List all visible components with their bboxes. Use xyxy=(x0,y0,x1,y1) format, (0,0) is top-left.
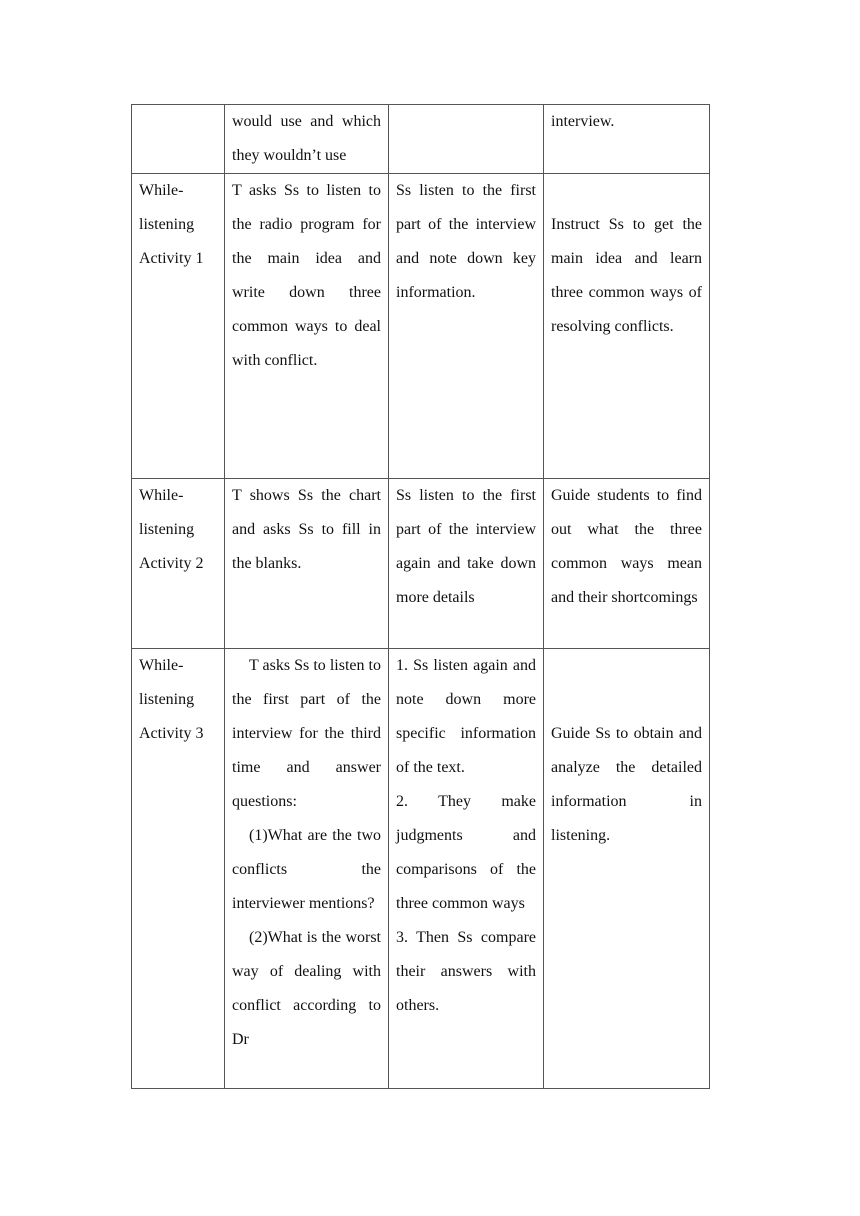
purpose-cell: Guide Ss to obtain and analyze the detailed information in listening. xyxy=(544,649,710,1089)
stage-cell: While-listening Activity 1 xyxy=(132,174,225,479)
lesson-plan-table xyxy=(131,104,710,1089)
teacher-activity-cell: T shows Ss the chart and asks Ss to fill in the blanks. xyxy=(225,479,389,649)
student-activity-cell: Ss listen to the first part of the interview and note down key information. xyxy=(389,174,544,479)
table-row xyxy=(132,479,710,649)
student-activity-cell: 1. Ss listen again and note down more specific information of the text. 2. They make judgments and comparisons of the three common ways 3. Then Ss compare their answers with others. xyxy=(389,649,544,1089)
table-row xyxy=(132,174,710,479)
purpose-cell: Guide students to find out what the three common ways mean and their shortcomings xyxy=(544,479,710,649)
table-row xyxy=(132,649,710,1089)
teacher-activity-cell: would use and which they wouldn’t use xyxy=(225,105,389,174)
purpose-cell: Instruct Ss to get the main idea and learn three common ways of resolving conflicts. xyxy=(544,174,710,479)
teacher-activity-cell: T asks Ss to listen to the radio program for the main idea and write down three common ways to deal with conflict. xyxy=(225,174,389,479)
student-activity-cell: Ss listen to the first part of the interview again and take down more details xyxy=(389,479,544,649)
stage-cell xyxy=(132,105,225,174)
student-activity-cell xyxy=(389,105,544,174)
stage-cell: While-listening Activity 2 xyxy=(132,479,225,649)
stage-cell: While-listening Activity 3 xyxy=(132,649,225,1089)
teacher-activity-cell: T asks Ss to listen to the first part of the interview for the third time and answer questions: (1)What are the two conflicts the interviewer mentions? (2)What is the worst way of dealing with conflict according to Dr xyxy=(225,649,389,1089)
purpose-cell: interview. xyxy=(544,105,710,174)
table-row xyxy=(132,105,710,174)
